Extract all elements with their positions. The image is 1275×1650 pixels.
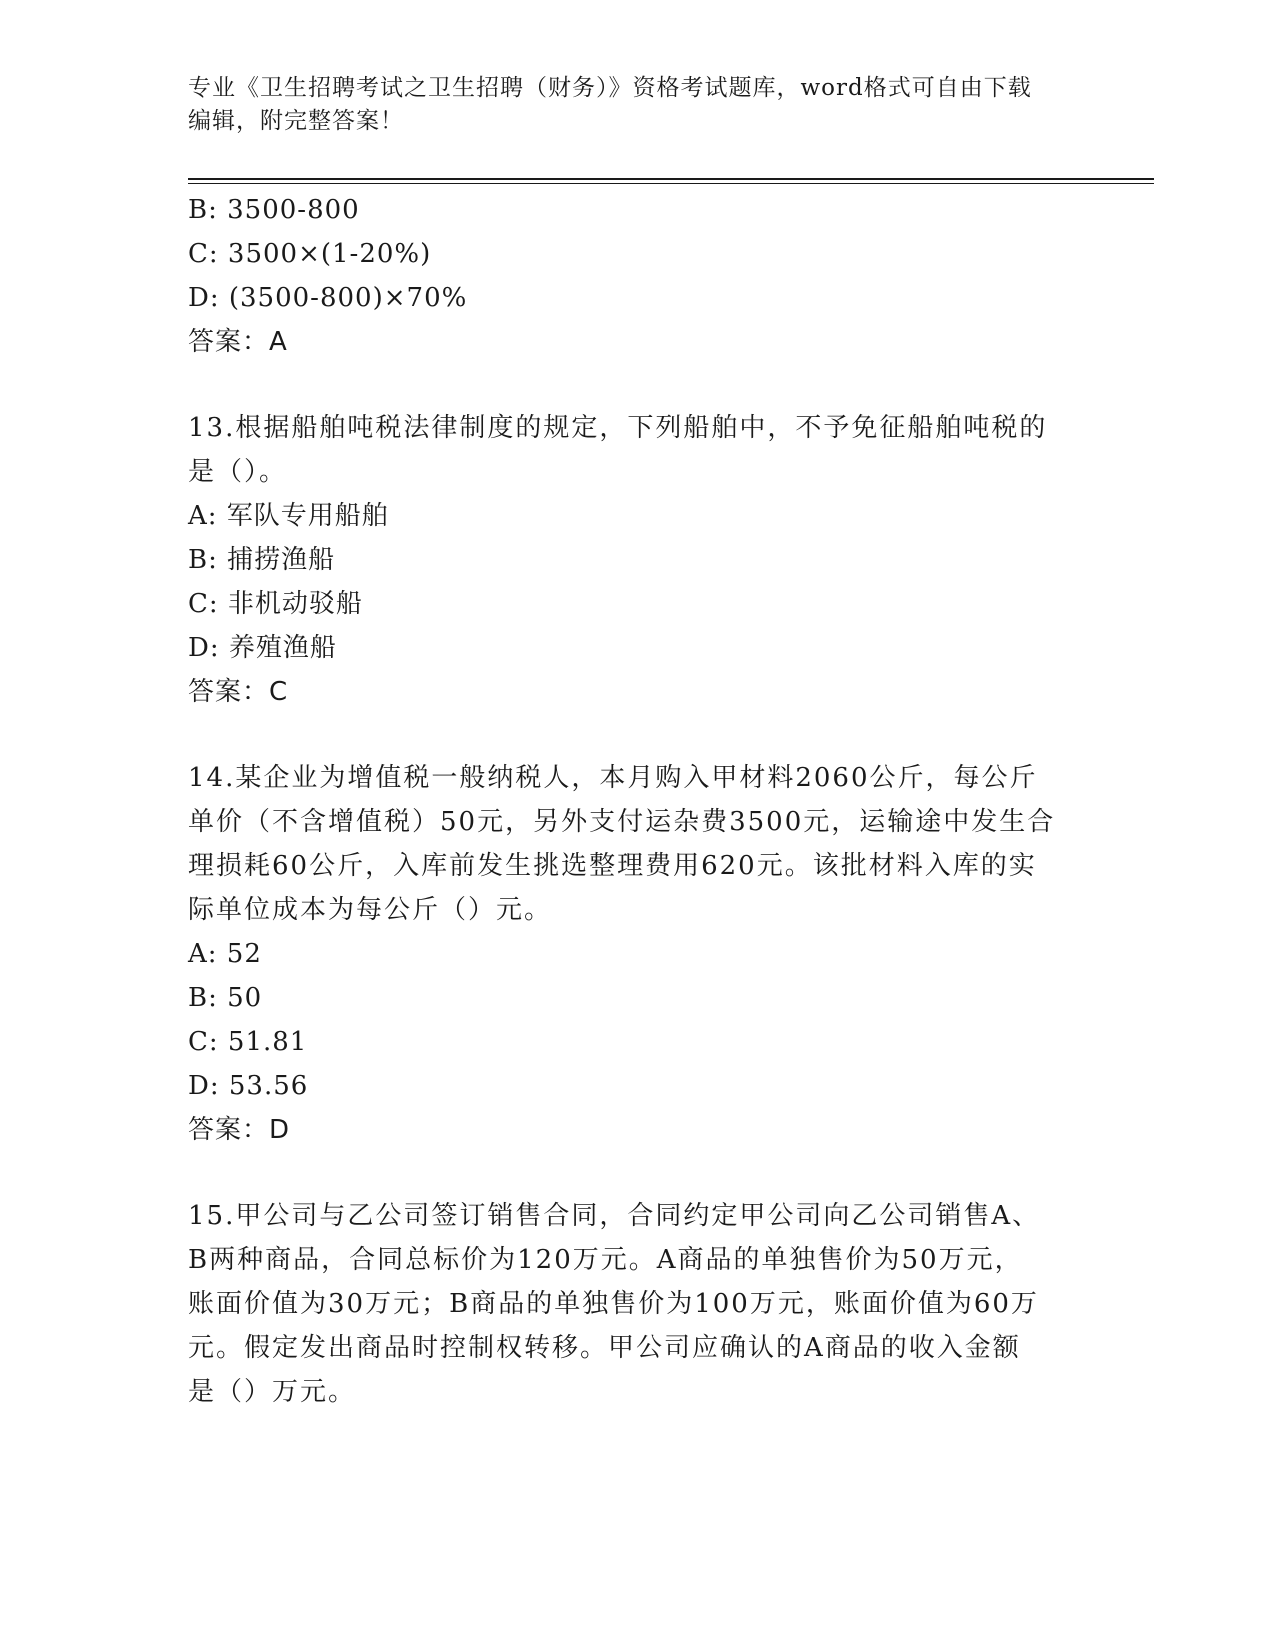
q13-stem-line-2: 是（）。 — [188, 457, 288, 487]
q14-stem-line-2: 单价（不含增值税）50元，另外支付运杂费3500元，运输途中发生合 — [188, 807, 1056, 837]
header-divider-thick — [188, 178, 1154, 180]
q14-answer: 答案：D — [188, 1115, 291, 1145]
q13-option-d: D: 养殖渔船 — [188, 633, 337, 663]
q13-option-c: C: 非机动驳船 — [188, 589, 363, 619]
q14-stem-line-4: 际单位成本为每公斤（）元。 — [188, 895, 553, 925]
q14-option-c: C: 51.81 — [188, 1027, 308, 1057]
document-header — [188, 72, 1088, 138]
q15-stem-line-3: 账面价值为30万元；B商品的单独售价为100万元，账面价值为60万 — [188, 1289, 1039, 1319]
q13-stem-line-1: 13.根据船舶吨税法律制度的规定，下列船舶中，不予免征船舶吨税的 — [188, 413, 1048, 443]
q14-option-d: D: 53.56 — [188, 1071, 309, 1101]
q14-option-a: A: 52 — [188, 939, 262, 969]
q13-option-b: B: 捕捞渔船 — [188, 545, 336, 575]
header-line-2: 编辑，附完整答案！ — [188, 108, 404, 134]
header-line-1: 专业《卫生招聘考试之卫生招聘（财务）》资格考试题库，word格式可自由下载 — [188, 75, 1032, 101]
q12-answer: 答案：A — [188, 327, 288, 357]
q15-stem-line-1: 15.甲公司与乙公司签订销售合同，合同约定甲公司向乙公司销售A、 — [188, 1201, 1041, 1231]
q14-option-b: B: 50 — [188, 983, 263, 1013]
q13-answer: 答案：C — [188, 677, 289, 707]
q15-stem-line-5: 是（）万元。 — [188, 1377, 357, 1407]
header-divider-thin — [188, 183, 1154, 184]
q12-option-c: C: 3500×(1-20%) — [188, 239, 432, 269]
q15-stem-line-2: B两种商品，合同总标价为120万元。A商品的单独售价为50万元， — [188, 1245, 1023, 1275]
q12-option-b: B: 3500-800 — [188, 195, 360, 225]
q14-stem-line-1: 14.某企业为增值税一般纳税人，本月购入甲材料2060公斤，每公斤 — [188, 763, 1038, 793]
q14-stem-line-3: 理损耗60公斤，入库前发生挑选整理费用620元。该批材料入库的实 — [188, 851, 1037, 881]
q13-option-a: A: 军队专用船舶 — [188, 501, 389, 531]
q15-stem-line-4: 元。假定发出商品时控制权转移。甲公司应确认的A商品的收入金额 — [188, 1333, 1021, 1363]
q12-option-d: D: (3500-800)×70% — [188, 283, 468, 313]
